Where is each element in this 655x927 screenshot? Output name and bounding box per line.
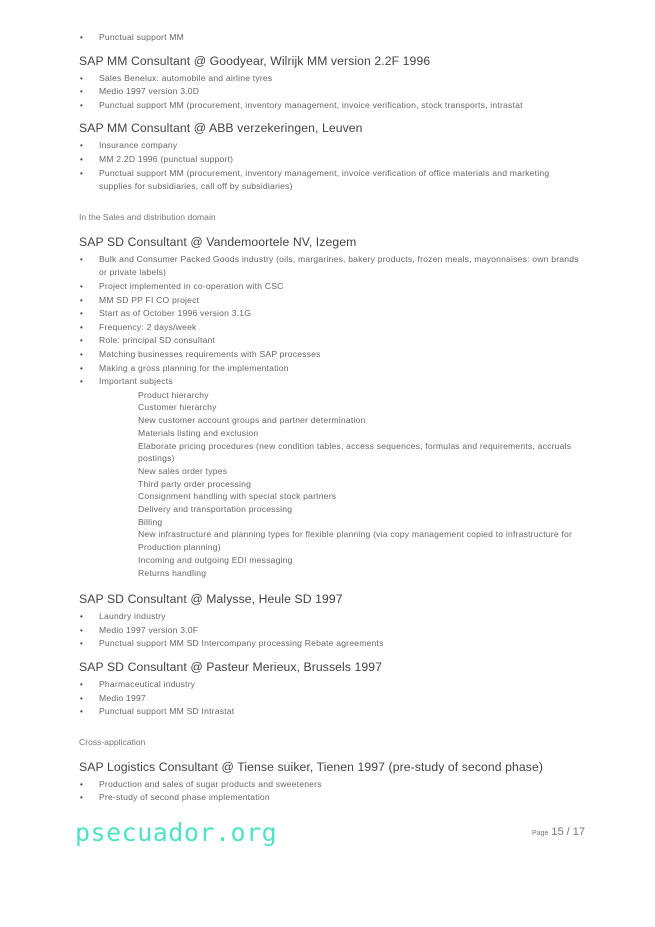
bullet-list xyxy=(79,139,579,193)
list-item: • Medio 1997 version 3.0F xyxy=(79,624,579,638)
section-goodyear xyxy=(79,53,579,113)
list-item: • Pharmaceutical industry xyxy=(79,678,579,692)
subject-item: New customer account groups and partner determination xyxy=(138,415,366,426)
section-tiense-suiker xyxy=(79,759,579,805)
page-value: 15 / 17 xyxy=(551,826,585,838)
section-malysse xyxy=(79,591,579,651)
list-item: • Punctual support MM SD Intrastat xyxy=(79,705,579,719)
list-item: • Role: principal SD consultant xyxy=(79,334,579,348)
subject-item: Delivery and transportation processing xyxy=(138,504,293,515)
list-item: • Project implemented in co-operation with CSC xyxy=(79,280,579,294)
watermark: psecuador.org xyxy=(75,818,278,847)
bullet-list xyxy=(79,610,579,651)
list-item: • MM SD PP FI CO project xyxy=(79,294,579,308)
subject-item: Customer hierarchy xyxy=(138,402,217,413)
page-content xyxy=(79,31,579,805)
list-item: • Bulk and Consumer Packed Goods industry (oils, margarines, bakery products, frozen meals, mayonnaises: own brands or private labels) xyxy=(79,253,579,280)
subject-item: New infrastructure and planning types for flexible planning (via copy management copied to infrastructure for Production planning) xyxy=(138,529,573,553)
bullet-list xyxy=(79,31,579,45)
subject-item: Elaborate pricing procedures (new condition tables, access sequences, formulas and requirements, accruals postings) xyxy=(138,440,572,464)
bullet-list xyxy=(79,72,579,113)
list-item: • Punctual support MM xyxy=(79,31,579,45)
domain-note: In the Sales and distribution domain xyxy=(79,211,216,222)
section-pasteur-merieux xyxy=(79,659,579,719)
subject-item: Third party order processing xyxy=(138,478,252,489)
list-item: • MM 2.2D 1996 (punctual support) xyxy=(79,153,579,167)
bullet-list xyxy=(79,678,579,719)
page-label: Page xyxy=(532,830,549,837)
list-item: • Start as of October 1996 version 3.1G xyxy=(79,307,579,321)
list-item: • Sales Benelux: automobile and airline tyres xyxy=(79,72,579,86)
subject-item: Returns handling xyxy=(138,567,207,578)
bullet-list xyxy=(79,253,579,389)
section-heading: SAP Logistics Consultant @ Tiense suiker, Tienen 1997 (pre-study of second phase) xyxy=(79,759,543,774)
subject-item: Product hierarchy xyxy=(138,389,209,400)
bullet-list xyxy=(79,778,579,805)
list-item: • Medio 1997 xyxy=(79,692,579,706)
section-heading: SAP SD Consultant @ Pasteur Merieux, Brussels 1997 xyxy=(79,660,383,675)
section-heading: SAP SD Consultant @ Malysse, Heule SD 1997 xyxy=(79,592,343,607)
subject-item: Materials listing and exclusion xyxy=(138,427,259,438)
section-heading: SAP SD Consultant @ Vandemoortele NV, Izegem xyxy=(79,234,357,249)
list-item: • Important subjects xyxy=(79,375,579,389)
list-item: • Punctual support MM SD Intercompany processing Rebate agreements xyxy=(79,637,579,651)
list-item: • Punctual support MM (procurement, inventory management, invoice verification of office materials and marketing supplies for subsidiaries, call off by subsidiaries) xyxy=(79,167,579,194)
list-item: • Laundry industry xyxy=(79,610,579,624)
list-item: • Pre-study of second phase implementation xyxy=(79,791,579,805)
section-abb xyxy=(79,120,579,193)
domain-note: Cross-application xyxy=(79,736,146,747)
list-item: • Production and sales of sugar products and sweeteners xyxy=(79,778,579,792)
list-item: • Medio 1997 version 3.0D xyxy=(79,85,579,99)
subject-item: Consignment handling with special stock partners xyxy=(138,491,337,502)
subject-item: Billing xyxy=(138,516,163,527)
list-item: • Making a gross planning for the implementation xyxy=(79,362,579,376)
subjects-list xyxy=(79,389,579,580)
section-heading: SAP MM Consultant @ Goodyear, Wilrijk MM version 2.2F 1996 xyxy=(79,53,431,68)
subject-item: Incoming and outgoing EDI messaging xyxy=(138,554,293,565)
page-number xyxy=(532,826,585,838)
list-item: • Insurance company xyxy=(79,139,579,153)
list-item: • Frequency: 2 days/week xyxy=(79,321,579,335)
list-item: • Matching businesses requirements with SAP processes xyxy=(79,348,579,362)
subject-item: New sales order types xyxy=(138,465,228,476)
section-heading: SAP MM Consultant @ ABB verzekeringen, Leuven xyxy=(79,121,363,136)
list-item: • Punctual support MM (procurement, inventory management, invoice verification, stock transports, intrastat xyxy=(79,99,579,113)
section-vandemoortele xyxy=(79,234,579,579)
